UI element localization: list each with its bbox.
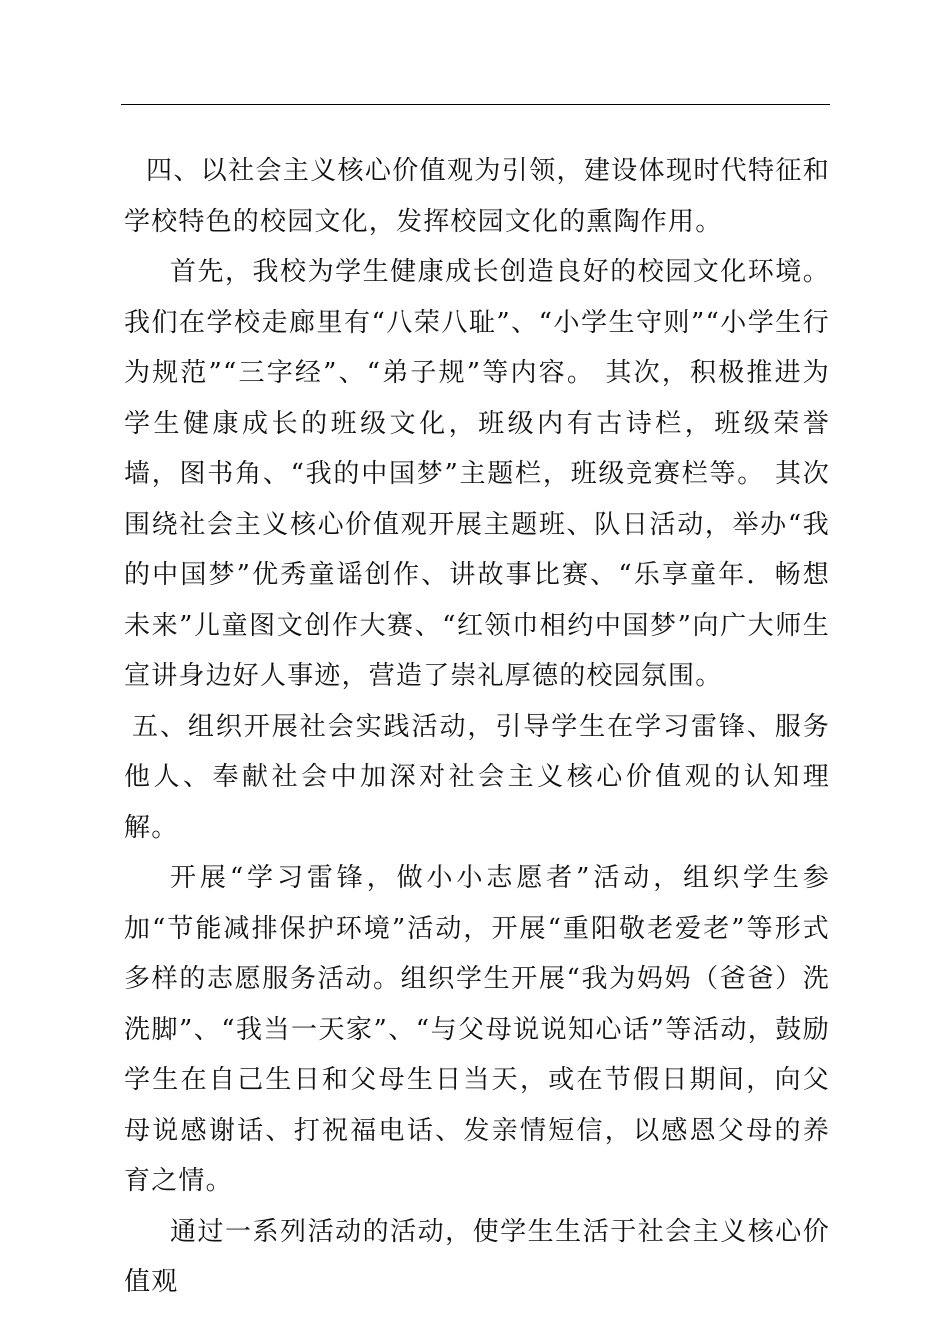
header-rule: [121, 104, 830, 105]
campus-culture-paragraph: 首先，我校为学生健康成长创造良好的校园文化环境。我们在学校走廊里有“八荣八耻”、“小学生守则”“小学生行为规范”“三字经”、“弟子规”等内容。 其次，积极推进为学生健康成长的班级文化，班级内有古诗栏，班级荣誉墙，图书角、“我的中国梦”主题栏，班级竞赛栏等。 其次围绕社会主义核心价值观开展主题班、队日活动，举办“我的中国梦”优秀童谣创作、讲故事比赛、“乐享童年．畅想未来”儿童图文创作大赛、“红领巾相约中国梦”向广大师生宣讲身边好人事迹，营造了崇礼厚德的校园氛围。: [124, 257, 830, 691]
section-five-heading: 五、组织开展社会实践活动，引导学生在学习雷锋、服务他人、奉献社会中加深对社会主义核心价值观的认知理解。: [124, 711, 830, 843]
summary-paragraph: 通过一系列活动的活动，使学生生活于社会主义核心价值观: [124, 1216, 830, 1297]
section-four-heading: 四、以社会主义核心价值观为引领，建设体现时代特征和学校特色的校园文化，发挥校园文化的熏陶作用。: [124, 156, 830, 237]
document-body: [124, 146, 830, 1308]
volunteer-activities-paragraph: 开展“学习雷锋，做小小志愿者”活动，组织学生参加“节能减排保护环境”活动，开展“重阳敬老爱老”等形式多样的志愿服务活动。组织学生开展“我为妈妈（爸爸）洗洗脚”、“我当一天家”、“与父母说说知心话”等活动，鼓励学生在自己生日和父母生日当天，或在节假日期间，向父母说感谢话、打祝福电话、发亲情短信，以感恩父母的养育之情。: [124, 863, 830, 1196]
